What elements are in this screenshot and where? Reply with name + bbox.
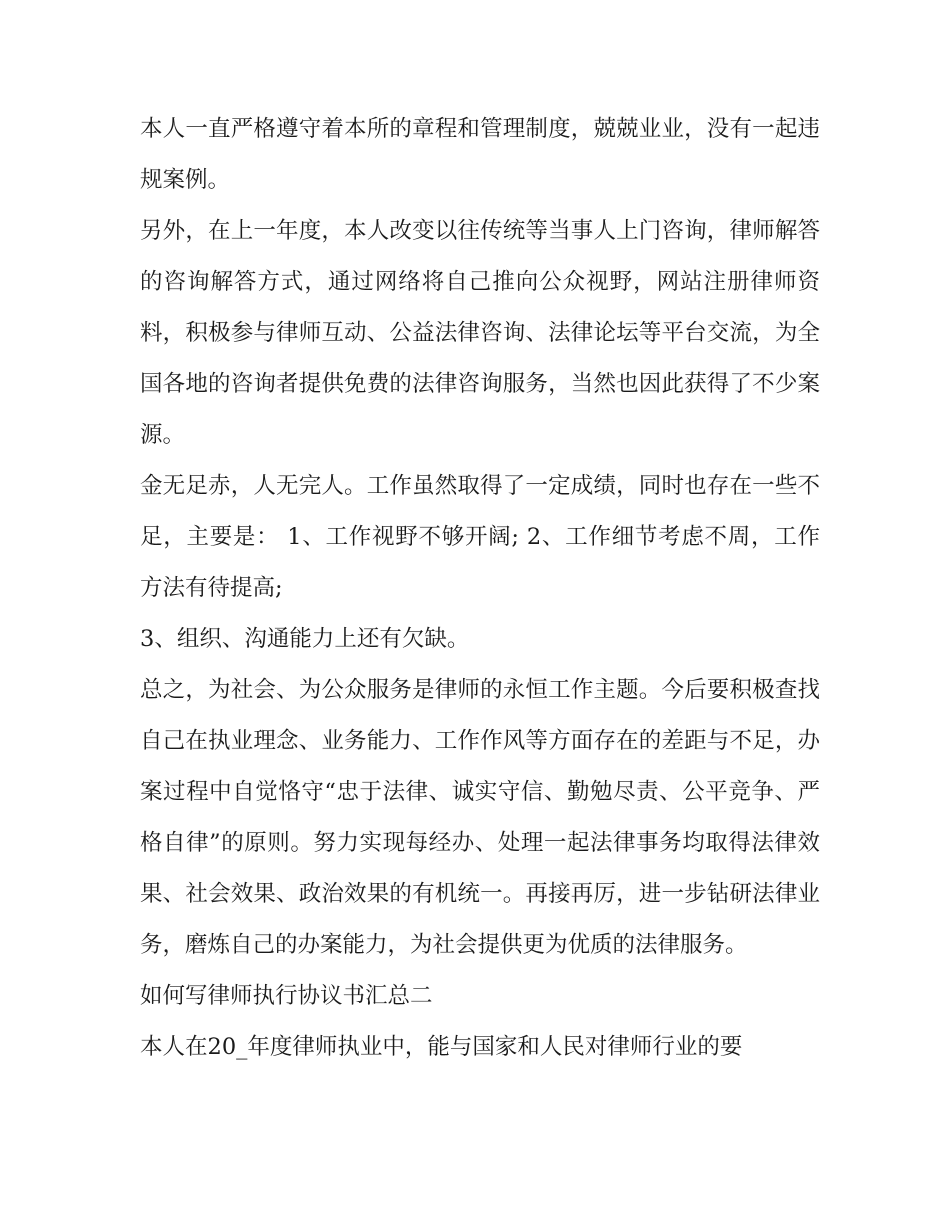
paragraph-conclusion: 总之，为社会、为公众服务是律师的永恒工作主题。今后要积极查找自己在执业理念、业务能力、工作作风等方面存在的差距与不足，办案过程中自觉恪守“忠于法律、诚实守信、勤勉尽责、公平竞争、严格自律”的原则。努力实现每经办、处理一起法律事务均取得法律效果、社会效果、政治效果的有机统一。再接再厉，进一步钻研法律业务，磨炼自己的办案能力，为社会提供更为优质的法律服务。 (140, 677, 820, 958)
document-body (140, 104, 820, 1073)
paragraph-shortcomings: 金无足赤，人无完人。工作虽然取得了一定成绩，同时也存在一些不足，主要是： 1、工作视野不够开阔; 2、工作细节考虑不周，工作方法有待提高; (140, 473, 820, 601)
paragraph-compliance: 本人一直严格遵守着本所的章程和管理制度，兢兢业业，没有一起违规案例。 (140, 116, 820, 193)
paragraph-online-consulting: 另外，在上一年度，本人改变以往传统等当事人上门咨询，律师解答的咨询解答方式，通过网络将自己推向公众视野，网站注册律师资料，积极参与律师互动、公益法律咨询、法律论坛等平台交流，为全国各地的咨询者提供免费的法律咨询服务，当然也因此获得了不少案源。 (140, 218, 820, 448)
section-heading: 如何写律师执行协议书汇总二 (140, 983, 433, 1009)
paragraph-shortcoming-3: 3、组织、沟通能力上还有欠缺。 (140, 626, 470, 652)
paragraph-section-two-intro: 本人在20_年度律师执业中，能与国家和人民对律师行业的要 (140, 1034, 743, 1060)
